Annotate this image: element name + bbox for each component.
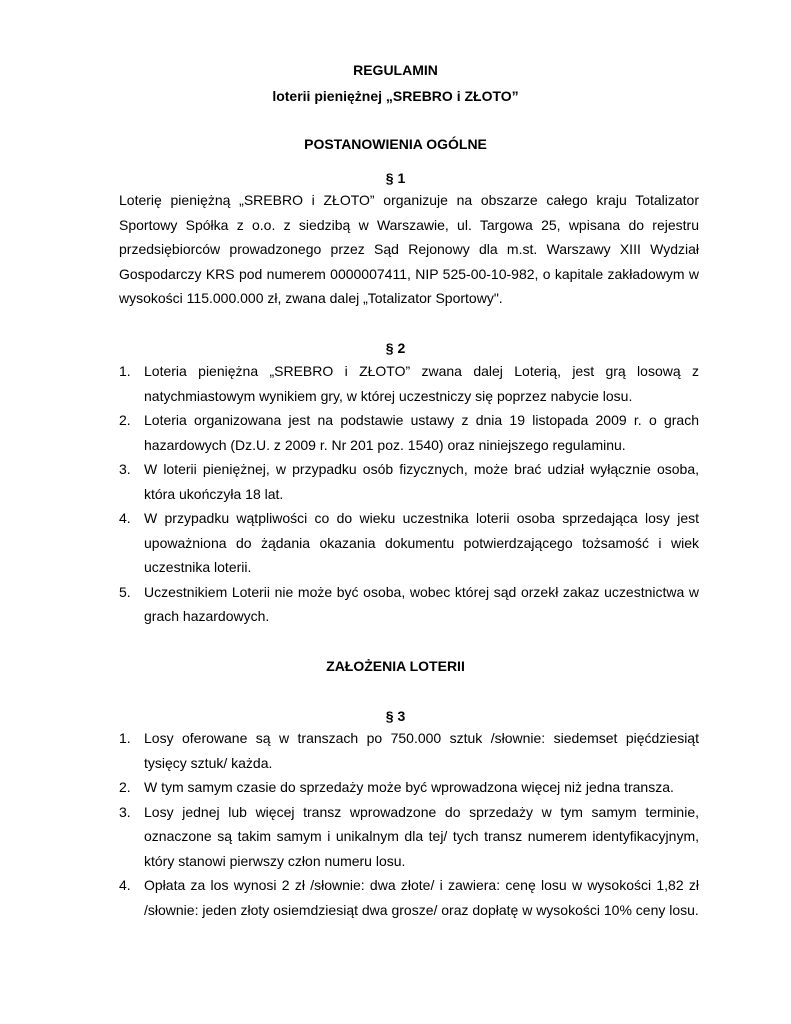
list-item-text: Losy oferowane są w transzach po 750.000 sztuk /słownie: siedemset pięćdziesiąt tysięcy sztuk/ każda. (144, 730, 699, 771)
list-item-text: Uczestnikiem Loterii nie może być osoba, wobec której sąd orzekł zakaz uczestnictwa w grach hazardowych. (144, 583, 699, 624)
list-item-number: 4. (119, 510, 131, 526)
list-item-number: 1. (119, 730, 131, 746)
list-item-text: W loterii pieniężnej, w przypadku osób fizycznych, może brać udział wyłącznie osoba, która ukończyła 18 lat. (144, 461, 699, 502)
list-item (119, 775, 699, 800)
list-item (119, 408, 699, 457)
list-item (119, 726, 699, 775)
list-item-text: Opłata za los wynosi 2 zł /słownie: dwa złote/ i zawiera: cenę losu w wysokości 1,82 zł /słownie: jeden złoty osiemdziesiąt dwa grosze/ oraz dopłatę w wysokości 10% ceny losu. (144, 877, 699, 918)
list-item-number: 2. (119, 779, 131, 795)
section-heading-assumptions: ZAŁOŻENIA LOTERII (326, 658, 465, 674)
list-item (119, 457, 699, 506)
list-item-text: Losy jednej lub więcej transz wprowadzone do sprzedaży w tym samym terminie, oznaczone są takim samym i unikalnym dla tej/ tych transz numerem identyfikacyjnym, który stanowi pierwszy człon numeru losu. (144, 803, 699, 869)
paragraph-3-list (119, 726, 699, 922)
list-item-number: 4. (119, 877, 131, 893)
paragraph-1-text: Loterię pieniężną „SREBRO i ZŁOTO” organizuje na obszarze całego kraju Totalizator Sportowy Spółka z o.o. z siedzibą w Warszawie, ul. Targowa 25, wpisana do rejestru przedsiębiorców prowadzonego przez Sąd Rejonowy dla m.st. Warszawy XIII Wydział Gospodarczy KRS pod numerem 0000007411, NIP 525-00-10-982, o kapitale zakładowym w wysokości 115.000.000 zł, zwana dalej „Totalizator Sportowy". (119, 192, 699, 306)
list-item (119, 506, 699, 580)
list-item-number: 5. (119, 583, 131, 600)
paragraph-mark-3: § 3 (385, 708, 406, 724)
paragraph-mark-1: § 1 (385, 170, 406, 186)
list-item-text: Loteria organizowana jest na podstawie ustawy z dnia 19 listopada 2009 r. o grach hazardowych (Dz.U. z 2009 r. Nr 201 poz. 1540) oraz niniejszego regulaminu. (144, 412, 699, 453)
list-item-number: 1. (119, 363, 131, 379)
list-item-text: W przypadku wątpliwości co do wieku uczestnika loterii osoba sprzedająca losy jest upoważniona do żądania okazania dokumentu potwierdzającego tożsamość i wiek uczestnika loterii. (144, 510, 699, 575)
list-item (119, 359, 699, 408)
document-subtitle: loterii pieniężnej „SREBRO i ZŁOTO” (272, 88, 519, 104)
list-item (119, 800, 699, 874)
list-item-text: Loteria pieniężna „SREBRO i ZŁOTO” zwana dalej Loterią, jest grą losową z natychmiastowym wynikiem gry, w której uczestniczy się poprzez nabycie losu. (144, 363, 699, 404)
list-item-number: 2. (119, 412, 131, 428)
document-title: REGULAMIN (353, 62, 438, 78)
list-item-number: 3. (119, 803, 131, 820)
paragraph-2-list (119, 359, 699, 629)
paragraph-mark-2: § 2 (385, 340, 406, 356)
list-item (119, 580, 699, 629)
section-heading-general: POSTANOWIENIA OGÓLNE (304, 136, 487, 152)
list-item-text: W tym samym czasie do sprzedaży może być wprowadzona więcej niż jedna transza. (144, 779, 674, 795)
list-item (119, 873, 699, 922)
list-item-number: 3. (119, 461, 131, 477)
